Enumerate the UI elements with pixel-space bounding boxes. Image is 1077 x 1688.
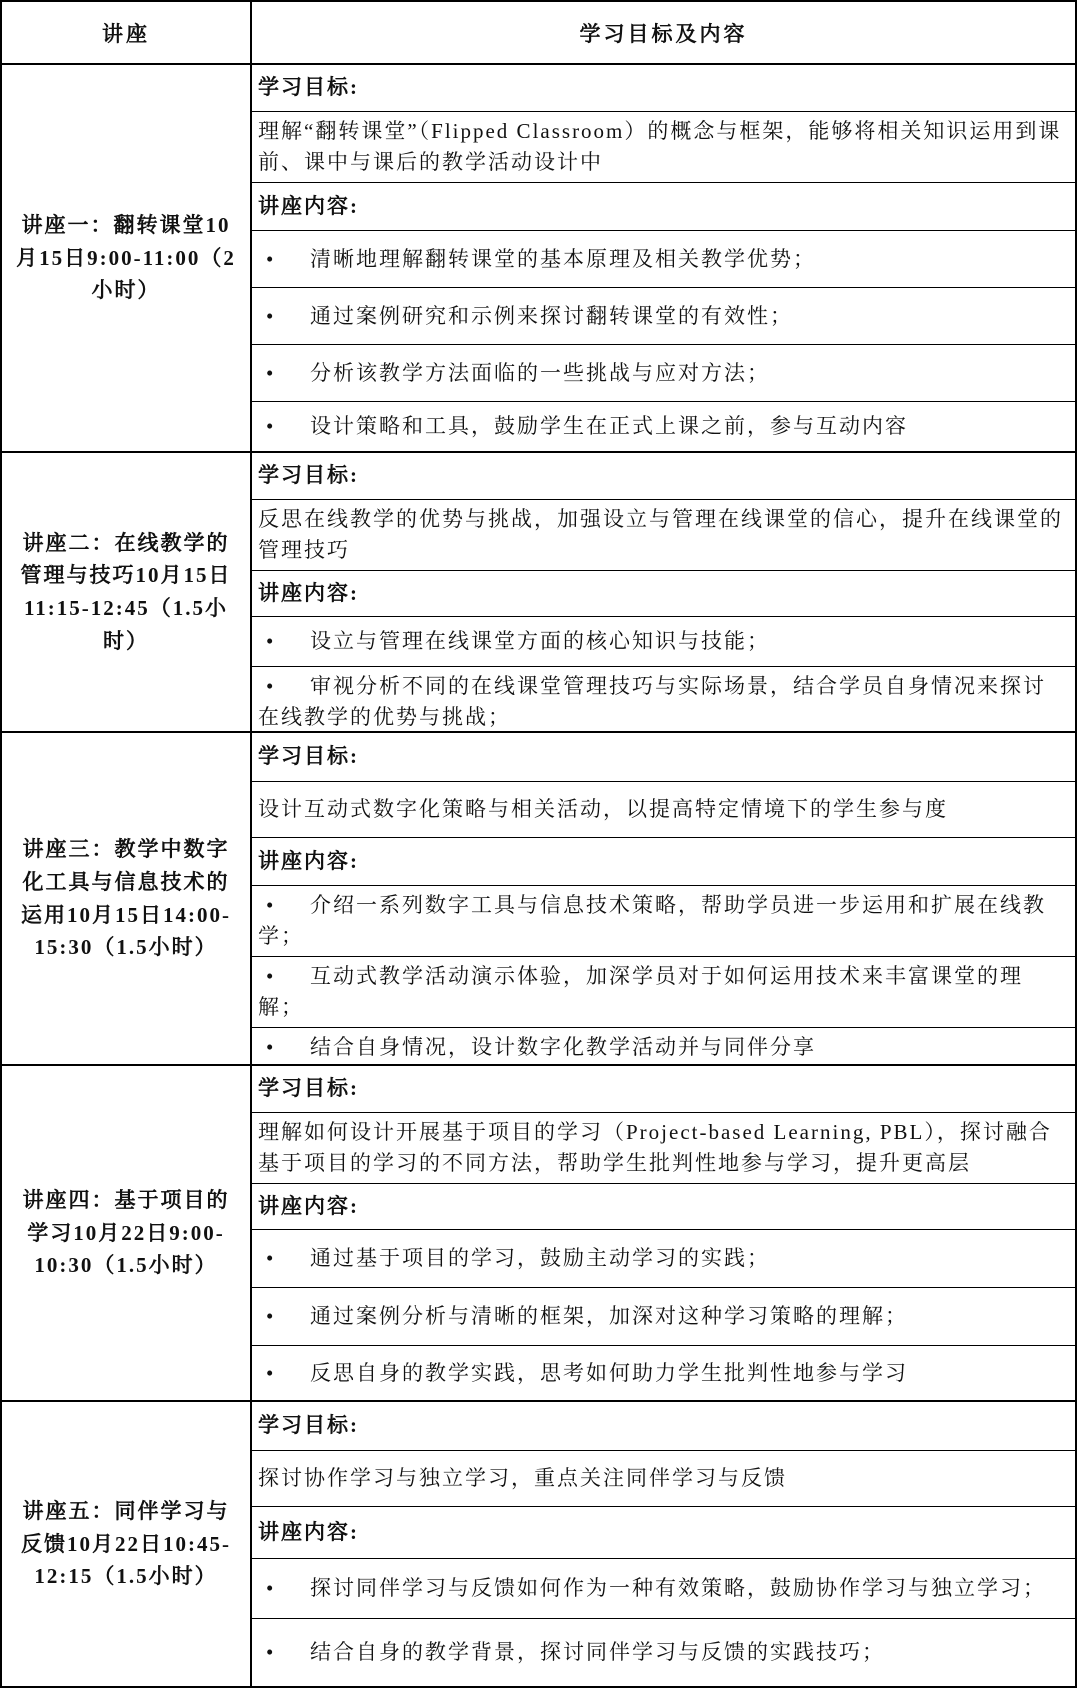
bullet-item: [252, 230, 1075, 287]
objective-label: 学习目标:: [258, 1076, 359, 1101]
bullet-icon: •: [266, 1575, 274, 1600]
bullet-icon: •: [266, 1304, 274, 1329]
table-row: [2, 63, 1075, 451]
objective-text: 设计互动式数字化策略与相关活动，以提高特定情境下的学生参与度: [252, 781, 1075, 837]
objective-text: 理解“翻转课堂”（Flipped Classroom）的概念与框架，能够将相关知识运用到课前、课中与课后的教学活动设计中: [252, 111, 1075, 182]
bullet-icon: •: [266, 1639, 274, 1664]
content-cell: [252, 1066, 1075, 1400]
bullet-text: 通过案例分析与清晰的框架，加深对这种学习策略的理解；: [310, 1304, 908, 1329]
bullet-item: [252, 1287, 1075, 1345]
bullet-text: 反思自身的教学实践，思考如何助力学生批判性地参与学习: [310, 1360, 908, 1385]
bullet-icon: •: [266, 360, 274, 385]
objective-label: 学习目标:: [258, 1413, 359, 1438]
bullet-item: [252, 1229, 1075, 1287]
lecture-cell: [2, 1066, 252, 1400]
bullet-text: 介绍一系列数字工具与信息技术策略，帮助学员进一步运用和扩展在线教学；: [258, 893, 1046, 949]
content-cell: [252, 1402, 1075, 1686]
objective-label: 学习目标:: [258, 744, 359, 769]
bullet-item: [252, 616, 1075, 666]
bullet-icon: •: [266, 1360, 274, 1385]
bullet-item: [252, 1558, 1075, 1618]
bullet-icon: •: [266, 674, 274, 699]
lecture-title: 讲座二：在线教学的管理与技巧10月15日11:15-12:45（1.5小时）: [20, 530, 232, 653]
table-row: [2, 1400, 1075, 1686]
objective-text: 探讨协作学习与独立学习，重点关注同伴学习与反馈: [252, 1450, 1075, 1506]
lecture-cell: [2, 733, 252, 1064]
bullet-item: [252, 666, 1075, 737]
bullet-text: 分析该教学方法面临的一些挑战与应对方法；: [310, 360, 770, 385]
bullet-item: [252, 1618, 1075, 1686]
bullet-item: [252, 1027, 1075, 1067]
bullet-item: [252, 344, 1075, 401]
bullet-icon: •: [266, 964, 274, 989]
objective-label: 学习目标:: [258, 75, 359, 100]
header-objectives-label: 学习目标及内容: [579, 21, 748, 46]
lecture-cell: [2, 65, 252, 451]
bullet-icon: •: [266, 1035, 274, 1060]
bullet-icon: •: [266, 303, 274, 328]
bullet-text: 探讨同伴学习与反馈如何作为一种有效策略，鼓励协作学习与独立学习；: [310, 1575, 1046, 1600]
objective-text: 反思在线教学的优势与挑战，加强设立与管理在线课堂的信心，提升在线课堂的管理技巧: [252, 499, 1075, 570]
bullet-text: 结合自身情况，设计数字化教学活动并与同伴分享: [310, 1035, 816, 1060]
bullet-text: 结合自身的教学背景，探讨同伴学习与反馈的实践技巧；: [310, 1639, 885, 1664]
content-label: 讲座内容:: [252, 570, 1075, 616]
table-row: [2, 731, 1075, 1064]
bullet-item: [252, 401, 1075, 451]
content-cell: [252, 65, 1075, 451]
bullet-icon: •: [266, 629, 274, 654]
bullet-text: 审视分析不同的在线课堂管理技巧与实际场景，结合学员自身情况来探讨在线教学的优势与挑战；: [258, 674, 1046, 730]
bullet-text: 通过基于项目的学习，鼓励主动学习的实践；: [310, 1246, 770, 1271]
bullet-icon: •: [266, 246, 274, 271]
content-label: 讲座内容:: [252, 1183, 1075, 1229]
bullet-text: 设立与管理在线课堂方面的核心知识与技能；: [310, 629, 770, 654]
content-label: 讲座内容:: [252, 1506, 1075, 1558]
bullet-text: 通过案例研究和示例来探讨翻转课堂的有效性；: [310, 303, 793, 328]
bullet-text: 互动式教学活动演示体验，加深学员对于如何运用技术来丰富课堂的理解；: [258, 964, 1023, 1020]
lecture-cell: [2, 1402, 252, 1686]
bullet-item: [252, 885, 1075, 956]
content-cell: [252, 453, 1075, 731]
bullet-text: 设计策略和工具，鼓励学生在正式上课之前，参与互动内容: [310, 414, 908, 439]
content-cell: [252, 733, 1075, 1064]
header-lecture-label: 讲座: [102, 21, 150, 46]
table-row: [2, 451, 1075, 731]
lecture-title: 讲座一：翻转课堂10月15日9:00-11:00（2小时）: [16, 213, 236, 303]
objective-label: 学习目标:: [258, 463, 359, 488]
lecture-title: 讲座三：教学中数字化工具与信息技术的运用10月15日14:00-15:30（1.5小时）: [21, 837, 231, 960]
lecture-title: 讲座五：同伴学习与反馈10月22日10:45-12:15（1.5小时）: [21, 1499, 231, 1589]
bullet-item: [252, 1345, 1075, 1400]
bullet-text: 清晰地理解翻转课堂的基本原理及相关教学优势；: [310, 246, 816, 271]
header-cell-objectives: [252, 2, 1075, 63]
bullet-item: [252, 956, 1075, 1027]
objective-text: 理解如何设计开展基于项目的学习（Project-based Learning, PBL），探讨融合基于项目的学习的不同方法，帮助学生批判性地参与学习，提升更高层: [252, 1112, 1075, 1183]
content-label: 讲座内容:: [252, 182, 1075, 230]
lecture-cell: [2, 453, 252, 731]
table-row: [2, 1064, 1075, 1400]
bullet-icon: •: [266, 414, 274, 439]
table-header-row: [2, 2, 1075, 63]
bullet-icon: •: [266, 1246, 274, 1271]
bullet-item: [252, 287, 1075, 344]
bullet-icon: •: [266, 893, 274, 917]
header-cell-lecture: [2, 2, 252, 63]
lecture-title: 讲座四：基于项目的学习10月22日9:00-10:30（1.5小时）: [22, 1188, 230, 1278]
content-label: 讲座内容:: [252, 837, 1075, 885]
